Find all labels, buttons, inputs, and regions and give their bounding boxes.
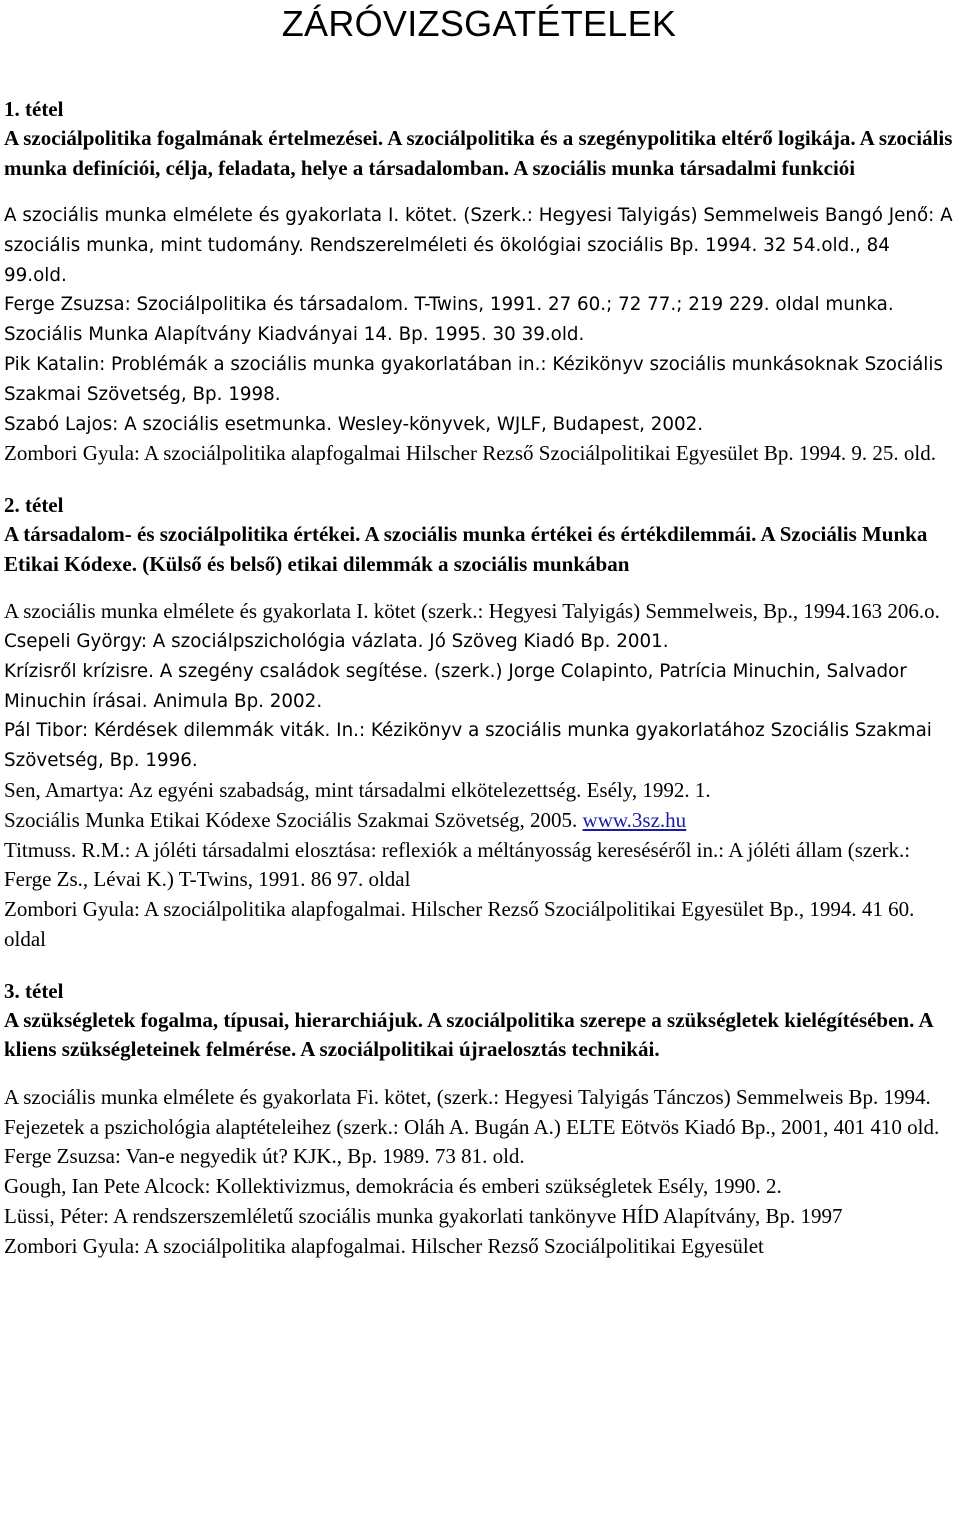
reference-item: Ferge Zsuzsa: Szociálpolitika és társadalom. T-Twins, 1991. 27 60.; 72 77.; 219 229. oldal munka. Szociális Munka Alapítvány Kiadványai 14. Bp. 1995. 30 39.old. [4,294,894,346]
reference-item: A szociális munka elmélete és gyakorlata Fi. kötet, (szerk.: Hegyesi Talyigás Tánczos) Semmelweis Bp. 1994. [4,1084,931,1109]
reference-item [4,806,954,836]
reference-item: A szociális munka elmélete és gyakorlata I. kötet. (Szerk.: Hegyesi Talyigás) Semmelweis Bangó Jenő: A szociális munka, mint tudomány. Rendszerelméleti és ökológiai szociális Bp. 1994. 32 54.old., 84 99.old. [4,205,953,286]
reference-item: Gough, Ian Pete Alcock: Kollektivizmus, demokrácia és emberi szükségletek Esély, 1990. 2. [4,1174,782,1199]
section-number: 1. tétel [4,97,64,121]
reference-item: A szociális munka elmélete és gyakorlata I. kötet (szerk.: Hegyesi Talyigás) Semmelweis, Bp., 1994.163 206.o. [4,599,940,624]
reference-list [4,1083,954,1262]
reference-item: Krízisről krízisre. A szegény családok segítése. (szerk.) Jorge Colapinto, Patrícia Minuchin, Salvador Minuchin írásai. Animula Bp. 2002. [4,660,907,712]
reference-item: Fejezetek a pszichológia alaptételeihez (szerk.: Oláh A. Bugán A.) ELTE Eötvös Kiadó Bp., 2001, 401 410 old. [4,1114,940,1139]
reference-item: Titmuss. R.M.: A jóléti társadalmi elosztása: reflexiók a méltányosság kereséséről in.: A jóléti állam (szerk.: Ferge Zs., Lévai K.) T-Twins, 1991. 86 97. oldal [4,837,911,892]
section-1 [4,95,954,469]
reference-item: Pik Katalin: Problémák a szociális munka gyakorlatában in.: Kézikönyv szociális munkásoknak Szociális Szakmai Szövetség, Bp. 1998. [4,353,943,405]
reference-item: Pál Tibor: Kérdések dilemmák viták. In.: Kézikönyv a szociális munka gyakorlatához Szociális Szakmai Szövetség, Bp. 1996. [4,720,932,772]
reference-list [4,597,954,955]
section-topic: A szociálpolitika fogalmának értelmezései. A szociálpolitika és a szegénypolitika eltérő logikája. A szociális munka definíciói, célja, feladata, helye a társadalomban. A szociális munka társadalmi funkciói [4,126,953,180]
section-2 [4,491,954,955]
reference-list [4,201,954,469]
document-title: ZÁRÓVIZSGATÉTELEK [281,3,677,44]
reference-item: Zombori Gyula: A szociálpolitika alapfogalmai. Hilscher Rezső Szociálpolitikai Egyesület Bp., 1994. 41 60. oldal [4,897,915,951]
section-number: 3. tétel [4,978,64,1003]
reference-item: Lüssi, Péter: A rendszerszemléletű szociális munka gyakorlati tankönyve HÍD Alapítvány, Bp. 1997 [4,1203,843,1228]
section-3 [4,977,954,1262]
reference-item: Csepeli György: A szociálpszichológia vázlata. Jó Szöveg Kiadó Bp. 2001. [4,630,669,652]
website-link[interactable]: www.3sz.hu [582,807,687,832]
reference-item: Zombori Gyula: A szociálpolitika alapfogalmai. Hilscher Rezső Szociálpolitikai Egyesület [4,1233,764,1258]
section-topic: A társadalom- és szociálpolitika értékei. A szociális munka értékei és értékdilemmái. A Szociális Munka Etikai Kódexe. (Külső és belső) etikai dilemmák a szociális munkában [4,522,928,576]
reference-item: Sen, Amartya: Az egyéni szabadság, mint társadalmi elkötelezettség. Esély, 1992. 1. [4,777,711,802]
reference-item: Szabó Lajos: A szociális esetmunka. Wesley-könyvek, WJLF, Budapest, 2002. [4,413,704,435]
reference-item: Ferge Zsuzsa: Van-e negyedik út? KJK., Bp. 1989. 73 81. old. [4,1144,525,1169]
section-topic: A szükségletek fogalma, típusai, hierarchiájuk. A szociálpolitika szerepe a szükségletek kielégítésében. A kliens szükségleteinek felmérése. A szociálpolitikai újraelosztás technikái. [4,1007,933,1062]
reference-item: Zombori Gyula: A szociálpolitika alapfogalmai Hilscher Rezső Szociálpolitikai Egyesület Bp. 1994. 9. 25. old. [4,441,936,466]
reference-text: Szociális Munka Etikai Kódexe Szociális Szakmai Szövetség, 2005. [4,807,578,832]
section-number: 2. tétel [4,493,64,518]
